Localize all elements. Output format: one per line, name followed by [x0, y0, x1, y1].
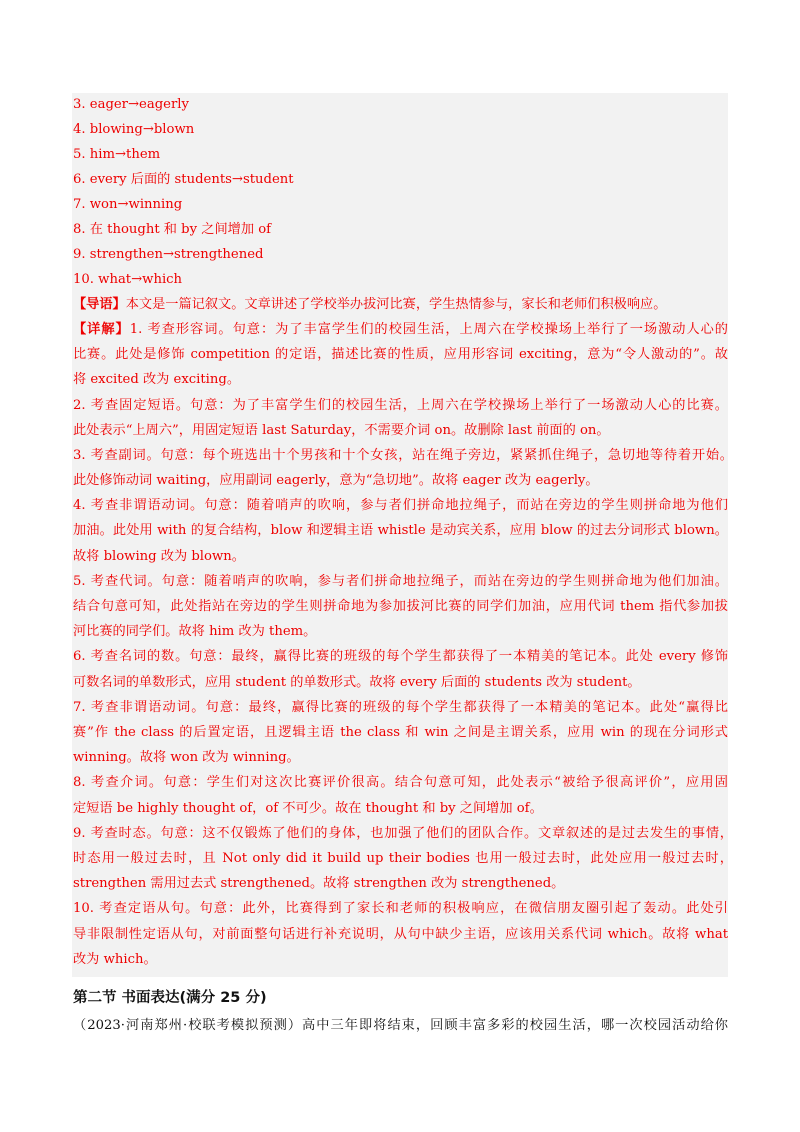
detail-line: 此处修饰动词 waiting，应用副词 eagerly，意为“急切地”。故将 eager 改为 eagerly。 [73, 473, 599, 488]
detail-line: 改为 which。 [73, 952, 157, 967]
detail-text: 1. 考查形容词。句意：为了丰富学生们的校园生活，上周六在学校操场上举行了一场激动人心的 [129, 322, 728, 337]
detail-line: 定短语 be highly thought of，of 不可少。故在 thought 和 by 之间增加 of。 [73, 801, 543, 816]
detail-line: 10. 考查定语从句。句意：此外，比赛得到了家长和老师的积极响应，在微信朋友圈引起了轰动。此处引 [73, 901, 728, 916]
section-heading: 第二节 书面表达(满分 25 分) [73, 990, 267, 1006]
detail-line: 2. 考查固定短语。句意：为了丰富学生们的校园生活，上周六在学校操场上举行了一场激动人心的比赛。 [73, 398, 728, 413]
detail-line: 3. 考查副词。句意：每个班选出十个男孩和十个女孩，站在绳子旁边，紧紧抓住绳子，急切地等待着开始。 [73, 448, 733, 463]
detail-line: 9. 考查时态。句意：这不仅锻炼了他们的身体，也加强了他们的团队合作。文章叙述的是过去发生的事情， [73, 826, 733, 841]
answer-line: 7. won→winning [73, 197, 183, 212]
detail-line: 赛”作 the class 的后置定语，且逻辑主语 the class 和 win 之间是主谓关系，应用 win 的现在分词形式 [73, 725, 728, 740]
answer-line: 6. every 后面的 students→student [73, 172, 294, 187]
detail-line: strengthen 需用过去式 strengthened。故将 strengthen 改为 strengthened。 [73, 876, 565, 891]
detail-line: 加油。此处用 with 的复合结构，blow 和逻辑主语 whistle 是动宾关系，应用 blow 的过去分词形式 blown。 [73, 523, 728, 538]
answer-line: 10. what→which [73, 272, 183, 287]
prompt-line: （2023·河南郑州·校联考模拟预测）高中三年即将结束，回顾丰富多彩的校园生活，哪一次校园活动给你 [73, 1018, 728, 1033]
detail-line: 结合句意可知，此处指站在旁边的学生则拼命地为参加拔河比赛的同学们加油，应用代词 them 指代参加拔 [73, 599, 728, 614]
detail-line: winning。故将 won 改为 winning。 [73, 750, 300, 765]
answer-line: 4. blowing→blown [73, 122, 195, 137]
detail-line: 此处表示“上周六”，用固定短语 last Saturday，不需要介词 on。故删除 last 前面的 on。 [73, 423, 610, 438]
answer-line: 3. eager→eagerly [73, 97, 189, 112]
detail-line: 可数名词的单数形式，应用 student 的单数形式。故将 every 后面的 students 改为 student。 [73, 675, 641, 690]
detail-line: 4. 考查非谓语动词。句意：随着哨声的吹响，参与者们拼命地拉绳子，而站在旁边的学生则拼命地为他们 [73, 498, 728, 513]
detail-line: 5. 考查代词。句意：随着哨声的吹响，参与者们拼命地拉绳子，而站在旁边的学生则拼命地为他们加油。 [73, 574, 728, 589]
answer-line: 5. him→them [73, 147, 161, 162]
detail-line: 比赛。此处是修饰 competition 的定语，描述比赛的性质，应用形容词 exciting，意为“令人激动的”。故 [73, 347, 728, 362]
answer-line: 9. strengthen→strengthened [73, 247, 264, 262]
detail-line: 时态用一般过去时，且 Not only did it build up their bodies 也用一般过去时，此处应用一般过去时， [73, 851, 733, 866]
detail-line: 7. 考查非谓语动词。句意：最终，赢得比赛的班级的每个学生都获得了一本精美的笔记本。此处“赢得比 [73, 700, 728, 715]
guide-tag: 【导语】 [73, 297, 126, 312]
detail-line: 河比赛的同学们。故将 him 改为 them。 [73, 624, 317, 639]
guide-paragraph [73, 296, 666, 313]
detail-line: 6. 考查名词的数。句意：最终，赢得比赛的班级的每个学生都获得了一本精美的笔记本。此处 every 修饰 [73, 649, 728, 664]
detail-line: 导非限制性定语从句，对前面整句话进行补充说明，从句中缺少主语，应该用关系代词 which。故将 what [73, 927, 728, 942]
detail-line: 将 excited 改为 exciting。 [73, 372, 241, 387]
detail-tag: 【详解】 [73, 322, 130, 337]
detail-line: 8. 考查介词。句意：学生们对这次比赛评价很高。结合句意可知，此处表示“被给予很高评价”，应用固 [73, 775, 728, 790]
detail-line [73, 321, 728, 338]
detail-line: 故将 blowing 改为 blown。 [73, 549, 245, 564]
guide-text: 本文是一篇记叙文。文章讲述了学校举办拔河比赛，学生热情参与，家长和老师们积极响应。 [125, 297, 667, 312]
answer-line: 8. 在 thought 和 by 之间增加 of [73, 222, 272, 237]
